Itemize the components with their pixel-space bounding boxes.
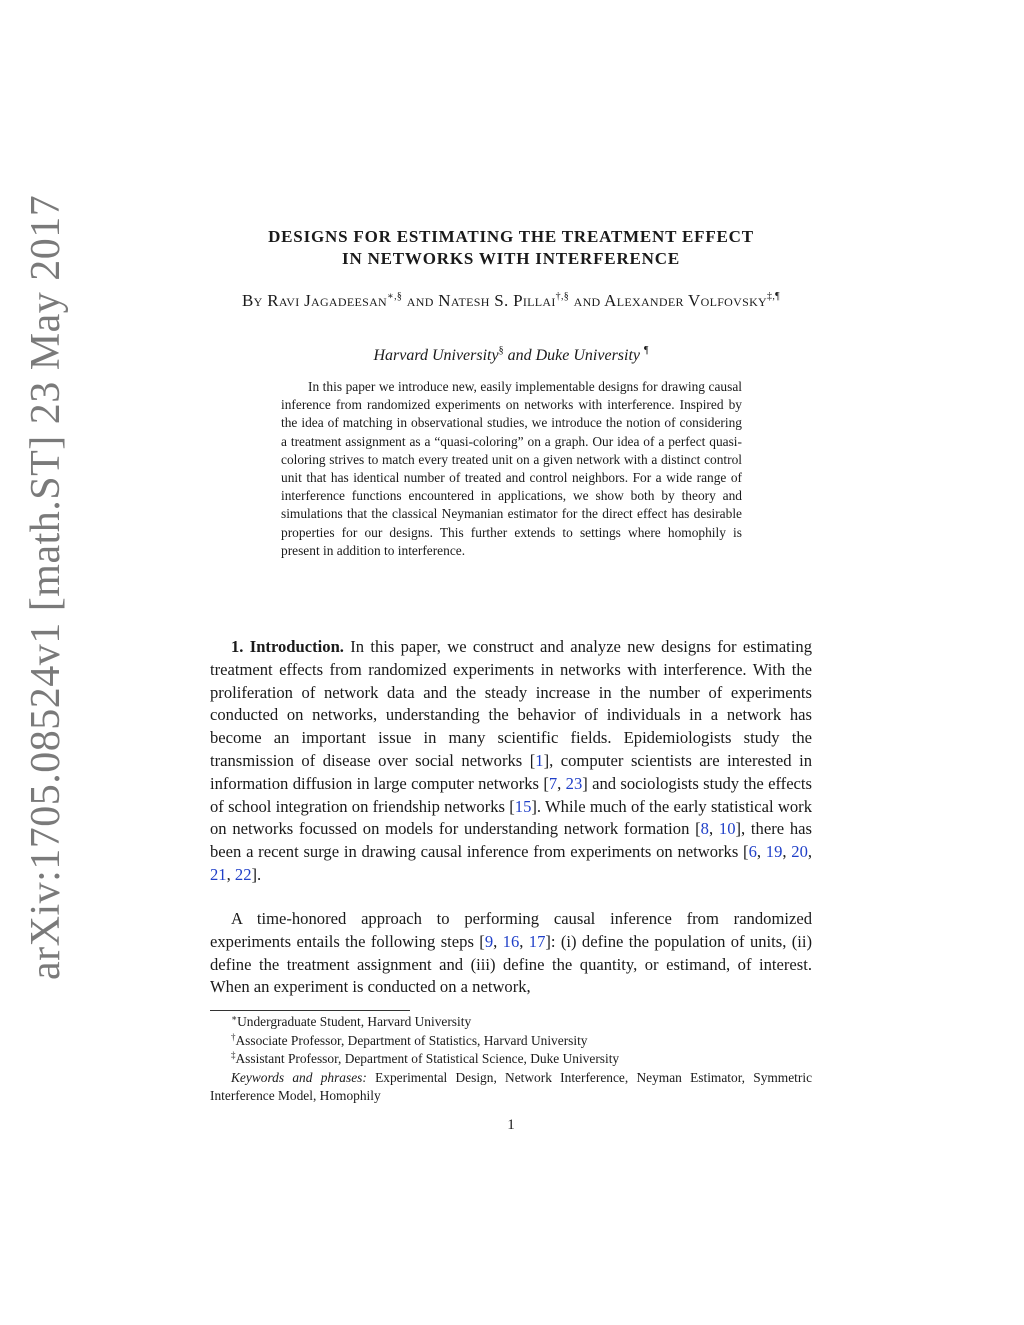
text-run: ] and sociologists study the effects of school integration on friendship networks [: [210, 773, 812, 816]
keywords-footnote: [210, 1069, 812, 1106]
text-run: ,: [708, 819, 719, 839]
footnote-1: [210, 1013, 812, 1032]
citation-7[interactable]: 7: [548, 773, 558, 793]
text-run: ,: [807, 842, 813, 862]
text-run: A time-honored approach to performing causal inference from randomized experiments entails the following steps [: [210, 909, 812, 951]
intro-paragraph-2: [210, 908, 812, 999]
affiliation-duke: and Duke University: [507, 347, 641, 364]
by-label: By: [242, 291, 263, 310]
citation-22[interactable]: 22: [234, 864, 252, 884]
affiliation-mark-1: §: [498, 345, 504, 356]
and-label-1: and: [406, 291, 434, 310]
citation-8[interactable]: 8: [700, 819, 709, 839]
abstract: In this paper we introduce new, easily implementable designs for drawing causal inference from randomized experiments on networks with interference. Inspired by the idea of matching in observational studies, we introduce the notion of considering a treatment assignment as a “quasi-coloring” on a graph. Our idea of a perfect quasi-coloring strives to match every treated unit on a given network with a distinct control unit that has identical number of treated and control neighbors. For a wide range of interference functions encountered in applications, we show both by theory and simulations that the classical Neymanian estimator for the direct effect has desirable properties for our designs. This further extends to settings where homophily is present in addition to interference.: [281, 379, 742, 558]
footnote-2: [210, 1032, 812, 1051]
text-run: ]: (i) define the population of units, (ii) define the treatment assignment and (iii) define the quantity, or estimand, of interest. When an experiment is conducted on a network,: [210, 931, 813, 997]
author-1-marks: ∗,§: [387, 291, 403, 302]
citation-15[interactable]: 15: [514, 796, 532, 816]
footnote-1-mark: ∗: [231, 1013, 238, 1023]
footnote-3: [210, 1050, 812, 1069]
footnote-divider: [210, 1010, 410, 1011]
arxiv-identifier-stamp: arXiv:1705.08524v1 [math.ST] 23 May 2017: [23, 194, 69, 980]
author-1-name: Ravi Jagadeesan: [267, 291, 388, 310]
footnote-3-mark: ‡: [231, 1050, 236, 1061]
citation-16[interactable]: 16: [502, 931, 520, 951]
page-number: 1: [507, 1117, 515, 1133]
citation-23[interactable]: 23: [565, 773, 583, 793]
affiliation-harvard: Harvard University: [373, 347, 499, 364]
citation-1[interactable]: 1: [535, 750, 544, 770]
footnote-2-mark: †: [231, 1031, 236, 1042]
keywords-text: Experimental Design, Network Interference, Neyman Estimator, Symmetric Interference Model, Homophily: [210, 1069, 813, 1104]
citation-6[interactable]: 6: [748, 842, 757, 862]
affiliation: [210, 345, 812, 367]
citation-19[interactable]: 19: [765, 842, 783, 862]
citation-21[interactable]: 21: [210, 864, 227, 884]
keywords-label: Keywords and phrases:: [231, 1069, 367, 1085]
author-2-marks: †,§: [555, 291, 570, 302]
text-run: ]. While much of the early statistical work on networks focussed on models for understanding network formation [: [210, 796, 812, 839]
author-3-name: Alexander Volfovsky: [604, 291, 768, 310]
affiliation-mark-2: ¶: [644, 345, 649, 356]
text-run: ], computer scientists are interested in information diffusion in large computer networks [: [210, 750, 812, 793]
text-run: In this paper, we construct and analyze new designs for estimating treatment effects from randomized experiments in networks with interference. With the proliferation of network data and the steady increase in the number of experiments conducted on networks, understanding the behavior of individuals in a network has become an important issue in many scientific fields. Epidemiologists study the transmission of disease over social networks [: [210, 637, 812, 770]
footnotes: [210, 1013, 812, 1106]
footnote-1-text: Undergraduate Student, Harvard University: [237, 1014, 472, 1029]
text-run: ,: [782, 842, 792, 862]
text-run: ].: [251, 864, 262, 884]
author-3-marks: ‡,¶: [767, 291, 780, 302]
intro-paragraph-1: [210, 636, 812, 887]
title-line-2: IN NETWORKS WITH INTERFERENCE: [342, 249, 680, 268]
footnote-3-text: Assistant Professor, Department of Statistical Science, Duke University: [235, 1051, 620, 1067]
text-run: ,: [756, 842, 766, 862]
citation-20[interactable]: 20: [791, 842, 808, 862]
and-label-2: and: [573, 291, 601, 310]
citation-17[interactable]: 17: [528, 931, 546, 951]
text-run: ,: [557, 773, 566, 793]
title-line-1: DESIGNS FOR ESTIMATING THE TREATMENT EFFECT: [268, 227, 754, 246]
author-list: [210, 290, 812, 312]
text-run: ], there has been a recent surge in drawing causal inference from experiments on networks [: [210, 819, 812, 862]
text-run: ,: [519, 931, 529, 951]
section-heading-introduction: 1. Introduction.: [231, 637, 344, 656]
footnote-2-text: Associate Professor, Department of Statistics, Harvard University: [235, 1032, 588, 1048]
author-2-name: Natesh S. Pillai: [438, 291, 556, 310]
citation-9[interactable]: 9: [484, 931, 494, 951]
paper-title: [210, 226, 812, 270]
citation-10[interactable]: 10: [718, 819, 736, 839]
text-run: ,: [226, 864, 235, 884]
text-run: ,: [493, 931, 503, 951]
